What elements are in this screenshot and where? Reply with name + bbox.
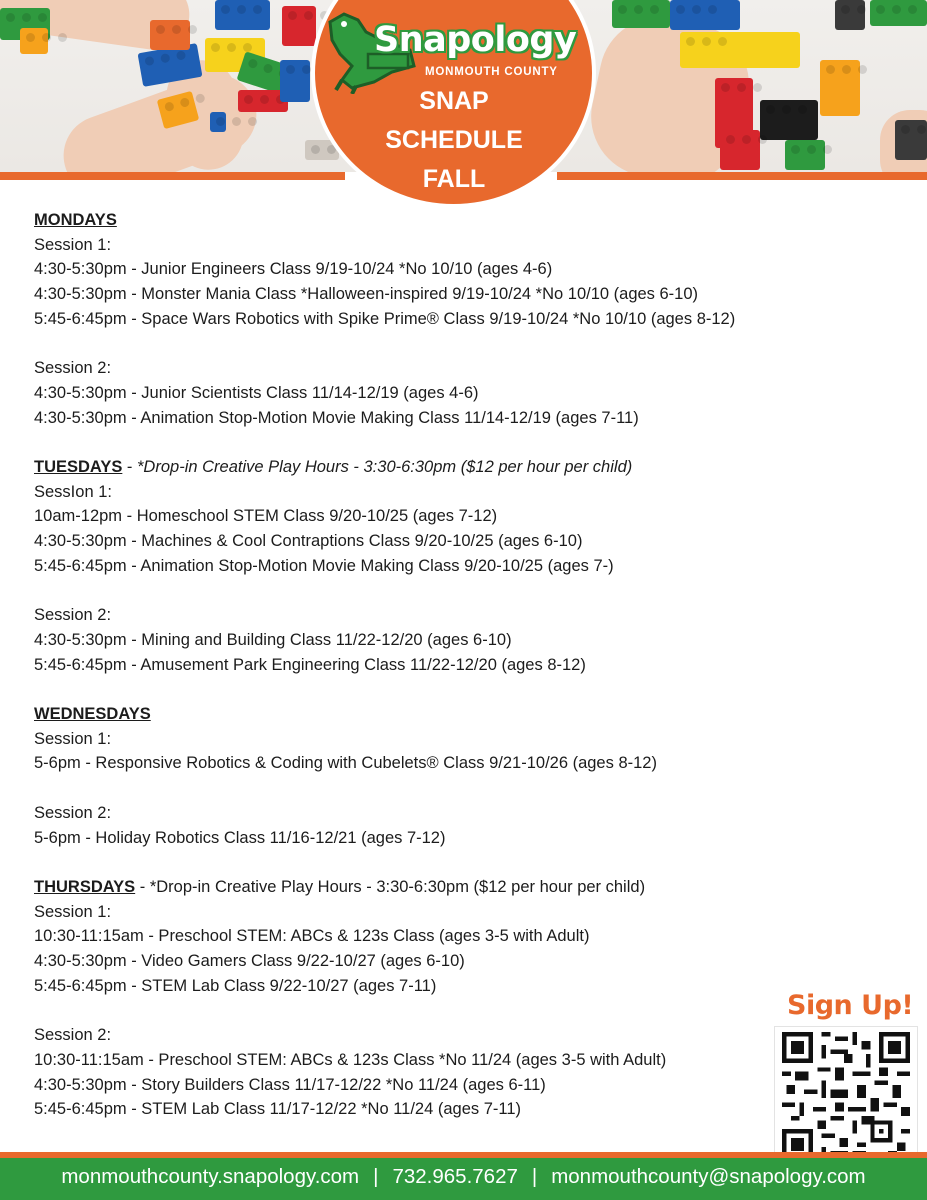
sign-up-label: Sign Up! (787, 990, 914, 1021)
footer-accent (0, 1152, 927, 1158)
class-item: 10:30-11:15am - Preschool STEM: ABCs & 123s Class *No 11/24 (ages 3-5 with Adult) (34, 1050, 667, 1069)
session-label: Session 2: (34, 606, 112, 625)
footer-separator: | (531, 1165, 538, 1188)
class-item: 4:30-5:30pm - Junior Engineers Class 9/19-10/24 *No 10/10 (ages 4-6) (34, 260, 553, 279)
class-item: 4:30-5:30pm - Machines & Cool Contraptions Class 9/20-10/25 (ages 6-10) (34, 532, 583, 551)
class-item: 4:30-5:30pm - Monster Mania Class *Halloween-inspired 9/19-10/24 *No 10/10 (ages 6-10) (34, 285, 699, 304)
day-note-separator: - (122, 458, 138, 476)
brand-logo: Snapology (374, 20, 577, 60)
day-row-tuesdays (34, 455, 794, 480)
class-item: 5-6pm - Holiday Robotics Class 11/16-12/21 (ages 7-12) (34, 828, 446, 847)
drop-in-note: - *Drop-in Creative Play Hours - 3:30-6:30pm ($12 per hour per child) (135, 877, 646, 896)
phone-link[interactable]: 732.965.7627 (392, 1165, 518, 1188)
page-title-line3: FALL (422, 165, 486, 193)
email-link[interactable]: monmouthcounty@snapology.com (551, 1165, 866, 1188)
class-schedule (34, 208, 794, 1122)
class-item: 10:30-11:15am - Preschool STEM: ABCs & 123s Class (ages 3-5 with Adult) (34, 927, 590, 946)
session-label: Session 1: (34, 729, 112, 748)
day-heading-wednesdays: WEDNESDAYS (34, 705, 151, 723)
class-item: 5:45-6:45pm - Space Wars Robotics with Spike Prime® Class 9/19-10/24 *No 10/10 (ages 8-12) (34, 309, 736, 328)
class-item: 4:30-5:30pm - Animation Stop-Motion Movie Making Class 11/14-12/19 (ages 7-11) (34, 408, 639, 427)
session-label: Session 2: (34, 359, 112, 378)
page-title-line1: SNAP (419, 87, 489, 115)
day-heading-tuesdays: TUESDAYS (34, 458, 123, 476)
class-item: 5-6pm - Responsive Robotics & Coding with Cubelets® Class 9/21-10/26 (ages 8-12) (34, 754, 657, 773)
class-item: 10am-12pm - Homeschool STEM Class 9/20-10/25 (ages 7-12) (34, 507, 498, 526)
day-row-thursdays (34, 875, 794, 900)
page-title-line2: SCHEDULE (385, 126, 523, 154)
brand-location: MONMOUTH COUNTY (425, 66, 558, 78)
header-rule-right (557, 172, 927, 180)
day-heading-mondays: MONDAYS (34, 211, 117, 229)
website-link[interactable]: monmouthcounty.snapology.com (61, 1165, 360, 1188)
drop-in-note: *Drop-in Creative Play Hours - 3:30-6:30pm ($12 per hour per child) (137, 458, 633, 476)
session-label: SessIon 1: (34, 482, 112, 501)
class-item: 5:45-6:45pm - STEM Lab Class 9/22-10/27 (ages 7-11) (34, 976, 437, 995)
class-item: 4:30-5:30pm - Junior Scientists Class 11/14-12/19 (ages 4-6) (34, 383, 479, 402)
day-heading-thursdays: THURSDAYS (34, 877, 136, 896)
session-label: Session 2: (34, 803, 112, 822)
session-label: Session 2: (34, 1026, 112, 1045)
session-label: Session 1: (34, 235, 112, 254)
footer-separator: | (373, 1165, 379, 1188)
class-item: 4:30-5:30pm - Mining and Building Class 11/22-12/20 (ages 6-10) (34, 630, 512, 649)
class-item: 4:30-5:30pm - Video Gamers Class 9/22-10/27 (ages 6-10) (34, 952, 465, 970)
class-item: 4:30-5:30pm - Story Builders Class 11/17-12/22 *No 11/24 (ages 6-11) (34, 1075, 546, 1094)
footer-contact (0, 1165, 927, 1189)
header-rule-left (0, 172, 345, 180)
class-item: 5:45-6:45pm - Amusement Park Engineering Class 11/22-12/20 (ages 8-12) (34, 655, 586, 674)
qr-code-icon[interactable] (782, 1032, 910, 1160)
class-item: 5:45-6:45pm - Animation Stop-Motion Movie Making Class 9/20-10/25 (ages 7-) (34, 556, 614, 575)
class-item: 5:45-6:45pm - STEM Lab Class 11/17-12/22 *No 11/24 (ages 7-11) (34, 1100, 522, 1119)
session-label: Session 1: (34, 902, 112, 921)
